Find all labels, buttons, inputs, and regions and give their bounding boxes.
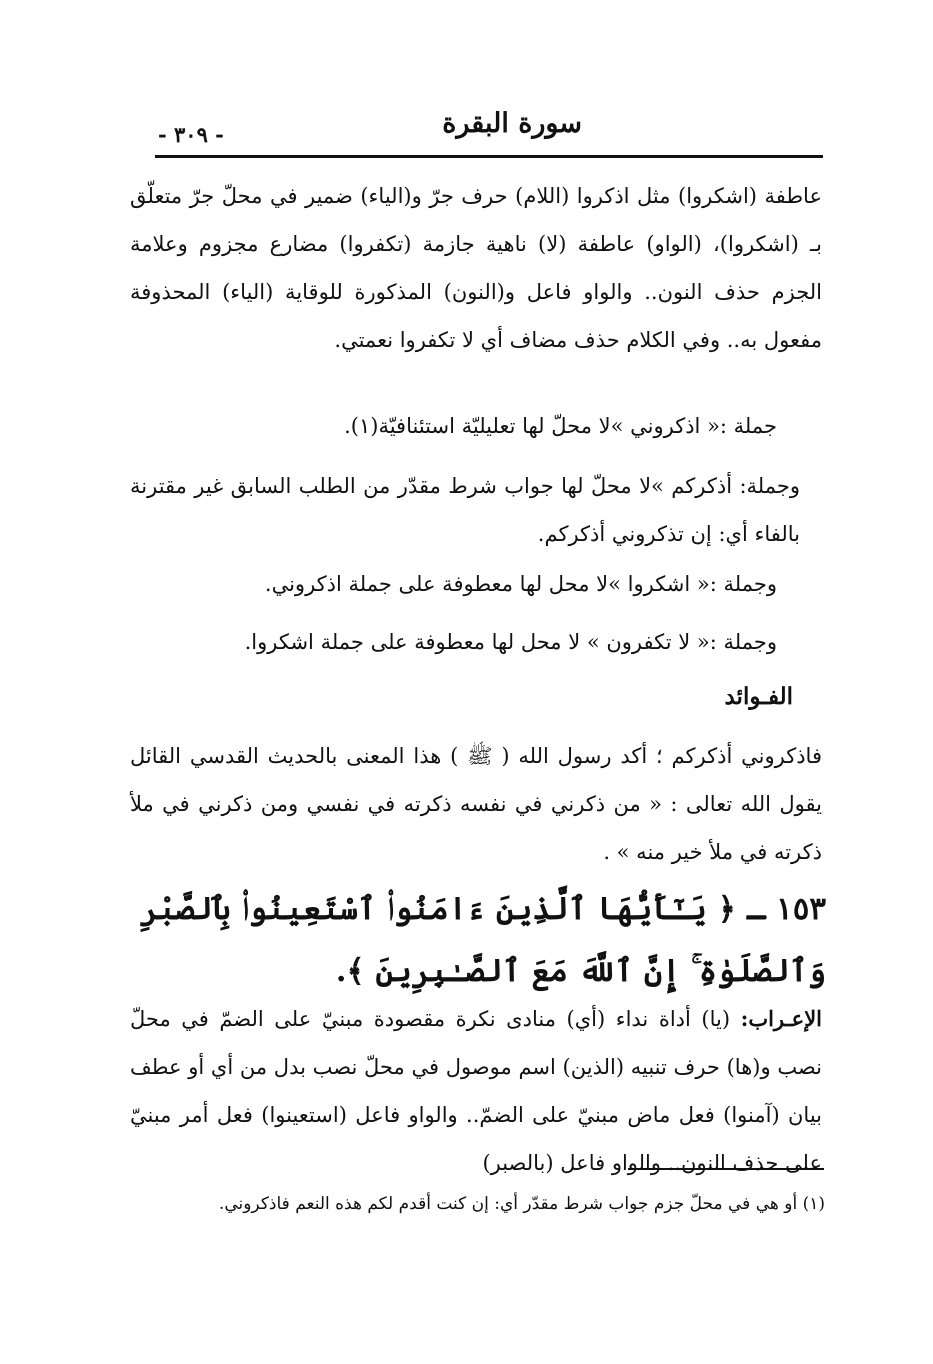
irab-text: (يا) أداة نداء (أي) منادى نكرة مقصودة مبنيّ على الضمّ في محلّ نصب و(ها) حرف تنبيه (الذين) اسم موصول في محلّ نصب بدل من أي أو عطف بيان (آمنوا) فعل ماض مبنيّ على الضمّ.. والواو فاعل (استعينوا) فعل أمر مبنيّ على حذف النون.. والواو فاعل (بالصبر) xyxy=(130,1007,822,1175)
fawaid-paragraph: فاذكروني أذكركم ؛ أكد رسول الله ( ﷺ ) هذا المعنى بالحديث القدسي القائل يقول الله تعالى : « من ذكرني في نفسه ذكرته في نفسي ومن ذكرني في ملأ ذكرته في ملأ خير منه » . xyxy=(130,744,822,864)
quran-verse: ١٥٣ ـ ﴿ يَـٰٓأَيُّهَا ٱلَّذِينَ ءَامَنُوا۟ ٱسْتَعِينُوا۟ بِٱلصَّبْرِ وَٱلصَّلَوٰةِ ۚ إِنَّ ٱللَّهَ مَعَ ٱلصَّـٰبِرِينَ ﴾. xyxy=(140,891,826,989)
page-title: سورة البقرة xyxy=(442,108,582,139)
sentence-2: وجملة: أذكركم »لا محلّ لها جواب شرط مقدّر من الطلب السابق غير مقترنة بالفاء أي: إن تذكروني أذكركم. xyxy=(130,474,800,546)
page-number: - ٣٠٩ - xyxy=(158,122,224,147)
page-header xyxy=(158,108,822,156)
paragraph-1: عاطفة (اشكروا) مثل اذكروا (اللام) حرف جرّ و(الياء) ضمير في محلّ جرّ متعلّق بـ (اشكروا)، (الواو) عاطفة (لا) ناهية جازمة (تكفروا) مضارع مجزوم وعلامة الجزم حذف النون.. والواو فاعل و(النون) المذكورة للوقاية (الياء) المحذوفة مفعول به.. وفي الكلام حذف مضاف أي لا تكفروا نعمتي. xyxy=(130,184,822,352)
irab-label: الإعـراب: xyxy=(740,1006,822,1031)
irab-paragraph xyxy=(130,995,822,1187)
sentence-3: وجملة :« اشكروا »لا محل لها معطوفة على جملة اذكروني. xyxy=(264,572,777,596)
section-heading: الفـوائد xyxy=(724,683,793,710)
footnote: (١) أو هي في محلّ جزم جواب شرط مقدّر أي: إن كنت أقدم لكم هذه النعم فاذكروني. xyxy=(218,1194,825,1214)
footnote-rule xyxy=(628,1168,824,1170)
header-rule xyxy=(155,155,823,158)
sentence-1: جملة :« اذكروني »لا محلّ لها تعليليّة استئنافيّة(١). xyxy=(344,414,777,438)
sentence-4: وجملة :« لا تكفرون » لا محل لها معطوفة على جملة اشكروا. xyxy=(244,630,777,654)
